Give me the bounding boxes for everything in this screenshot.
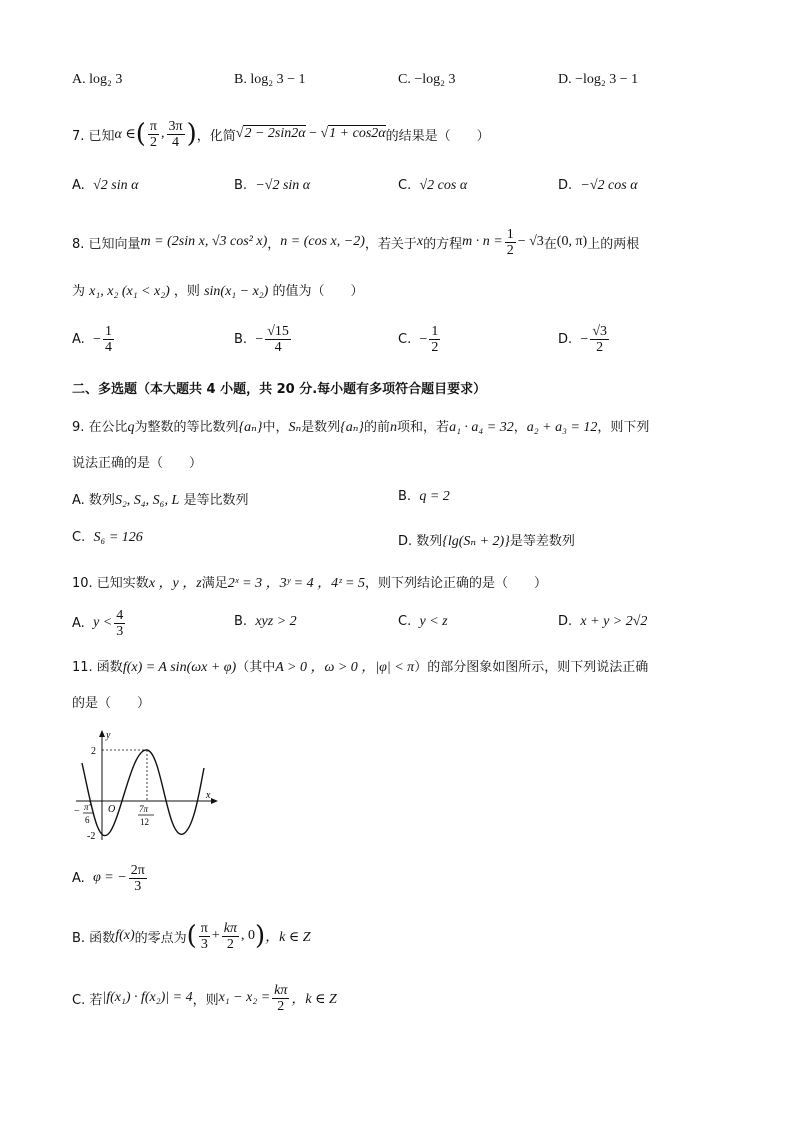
q7-prefix: 7. 已知 [72,128,115,144]
q7-middle: ，化简 [196,128,236,144]
q11-option-a[interactable]: A. φ = − $\frac{2\pi}{3}$ [72,862,145,894]
section-multiple-choice-header: 二、多选题（本大题共 4 小题，共 20 分.每小题有多项符合题目要求） [72,382,487,397]
q7-paren-left: ( [135,119,146,149]
q11-option-b[interactable]: B. 函数 f(x) 的零点为 ( $\frac{\pi}{3}$ + $\frac{k\pi}{2}$ , 0 ) ，k ∈ Z [72,920,311,952]
q7-option-c[interactable]: C. √2 cos α [398,178,468,193]
q8-frac-half: $\frac{1}{2}$ [506,226,514,258]
q6-option-a[interactable]: A. log₂ 3 [72,72,123,87]
q11-option-c[interactable]: C. 若 |f(x₁) · f(x₂)| = 4 ，则 x₁ − x₂ = $\frac{k\pi}{2}$ ，k ∈ Z [72,982,337,1014]
q8-option-c[interactable]: C. − $\frac{1}{2}$ [398,324,439,355]
q6-option-b[interactable]: B. log₂ 3 − 1 [234,72,306,87]
q9-stem-line2: 说法正确的是（ ） [72,456,203,471]
q11-stem-line2: 的是（ ） [72,696,151,711]
q7-alpha-in: α ∈ [114,126,136,142]
q11-function-graph [72,728,222,846]
q9-option-a[interactable]: A. 数列S₂, S₄, S₆, L 是等比数列 [72,493,249,508]
x-left-num-label: π [84,802,89,812]
x-right-num-label: 7π [139,804,149,814]
q7-frac-pi-2: $\frac{\pi}{2}$ [149,118,157,150]
x-axis-label: x [206,790,211,801]
y-axis-label: y [106,730,111,741]
y-max-label: 2 [91,746,96,757]
q11-stem-line1: 11. 函数f(x) = A sin(ωx + φ)（其中A > 0 ，ω > 0 ，|φ| < π）的部分图象如图所示，则下列说法正确 [72,660,649,675]
q8-vector-m: m = (2sin x, √3 cos² x) [140,234,268,249]
q7-option-d[interactable]: D. −√2 cos α [558,178,638,193]
q7-paren-right: ) [186,119,197,149]
q6-option-d[interactable]: D. −log₂ 3 − 1 [558,72,639,87]
q8-stem-line1: 8. 已知向量 m = (2sin x, √3 cos² x) ， n = (cos x, −2) ，若关于 x 的方程 m · n = $\frac{1}{2}$ − √3 在 (0, π) 上的两根 [72,226,640,258]
q10-stem: 10. 已知实数x ，y ，z满足2ˣ = 3 ，3ʸ = 4 ，4ᶻ = 5，则下列结论正确的是（ ） [72,576,547,591]
y-min-label: -2 [87,831,96,842]
q8-option-d[interactable]: D. − $\frac{√3}{2}$ [558,324,608,355]
q9-option-c[interactable]: C. S₆ = 126 [72,530,143,545]
q8-equation: m · n = [462,234,503,249]
q8-vector-n: n = (cos x, −2) [280,234,365,249]
x-left-den-label: 6 [85,815,90,825]
x-right-den-label: 12 [140,817,149,827]
y-axis-arrow-icon [99,730,105,737]
q8-prefix: 8. 已知向量 [72,236,141,252]
q6-option-c[interactable]: C. −log₂ 3 [398,72,456,87]
q10-option-b[interactable]: B. xyz > 2 [234,614,297,629]
q9-option-d[interactable]: D. 数列{lg(Sₙ + 2)}是等差数列 [398,534,575,549]
q9-option-b[interactable]: B. q = 2 [398,489,450,504]
x-axis-arrow-icon [211,798,218,804]
origin-label: O [108,804,116,815]
x-left-sign-label: − [74,806,80,817]
q10-option-a[interactable]: A. y < $\frac{4}{3}$ [72,607,124,639]
q8-stem-line2: 为 x₁, x₂ (x₁ < x₂) ，则 sin(x₁ − x₂) 的值为（ ） [72,284,364,299]
q7-expr2: 1 + cos2α [329,126,386,141]
q10-option-c[interactable]: C. y < z [398,614,448,629]
q7-option-b[interactable]: B. −√2 sin α [234,178,311,193]
q9-stem-line1: 9. 在公比q为整数的等比数列{aₙ}中，Sₙ是数列{aₙ}的前n项和，若a₁ · a₄ = 32，a₂ + a₃ = 12，则下列 [72,420,650,435]
q8-option-b[interactable]: B. − $\frac{√15}{4}$ [234,324,289,355]
q7-frac-3pi-4: $\frac{3\pi}{4}$ [168,118,183,150]
q7-option-a[interactable]: A. √2 sin α [72,178,139,193]
q7-suffix: 的结果是（ ） [385,128,490,144]
q7-expr1: 2 − 2sin2α [244,126,306,141]
q7-stem: 7. 已知 α ∈ ( $\frac{\pi}{2}$ , $\frac{3\pi}{4}$ ) ，化简 √2 − 2sin2α − √1 + cos2α 的结果是（ ） [72,118,490,150]
q10-option-d[interactable]: D. x + y > 2√2 [558,614,648,629]
q8-option-a[interactable]: A. − $\frac{1}{4}$ [72,324,112,355]
